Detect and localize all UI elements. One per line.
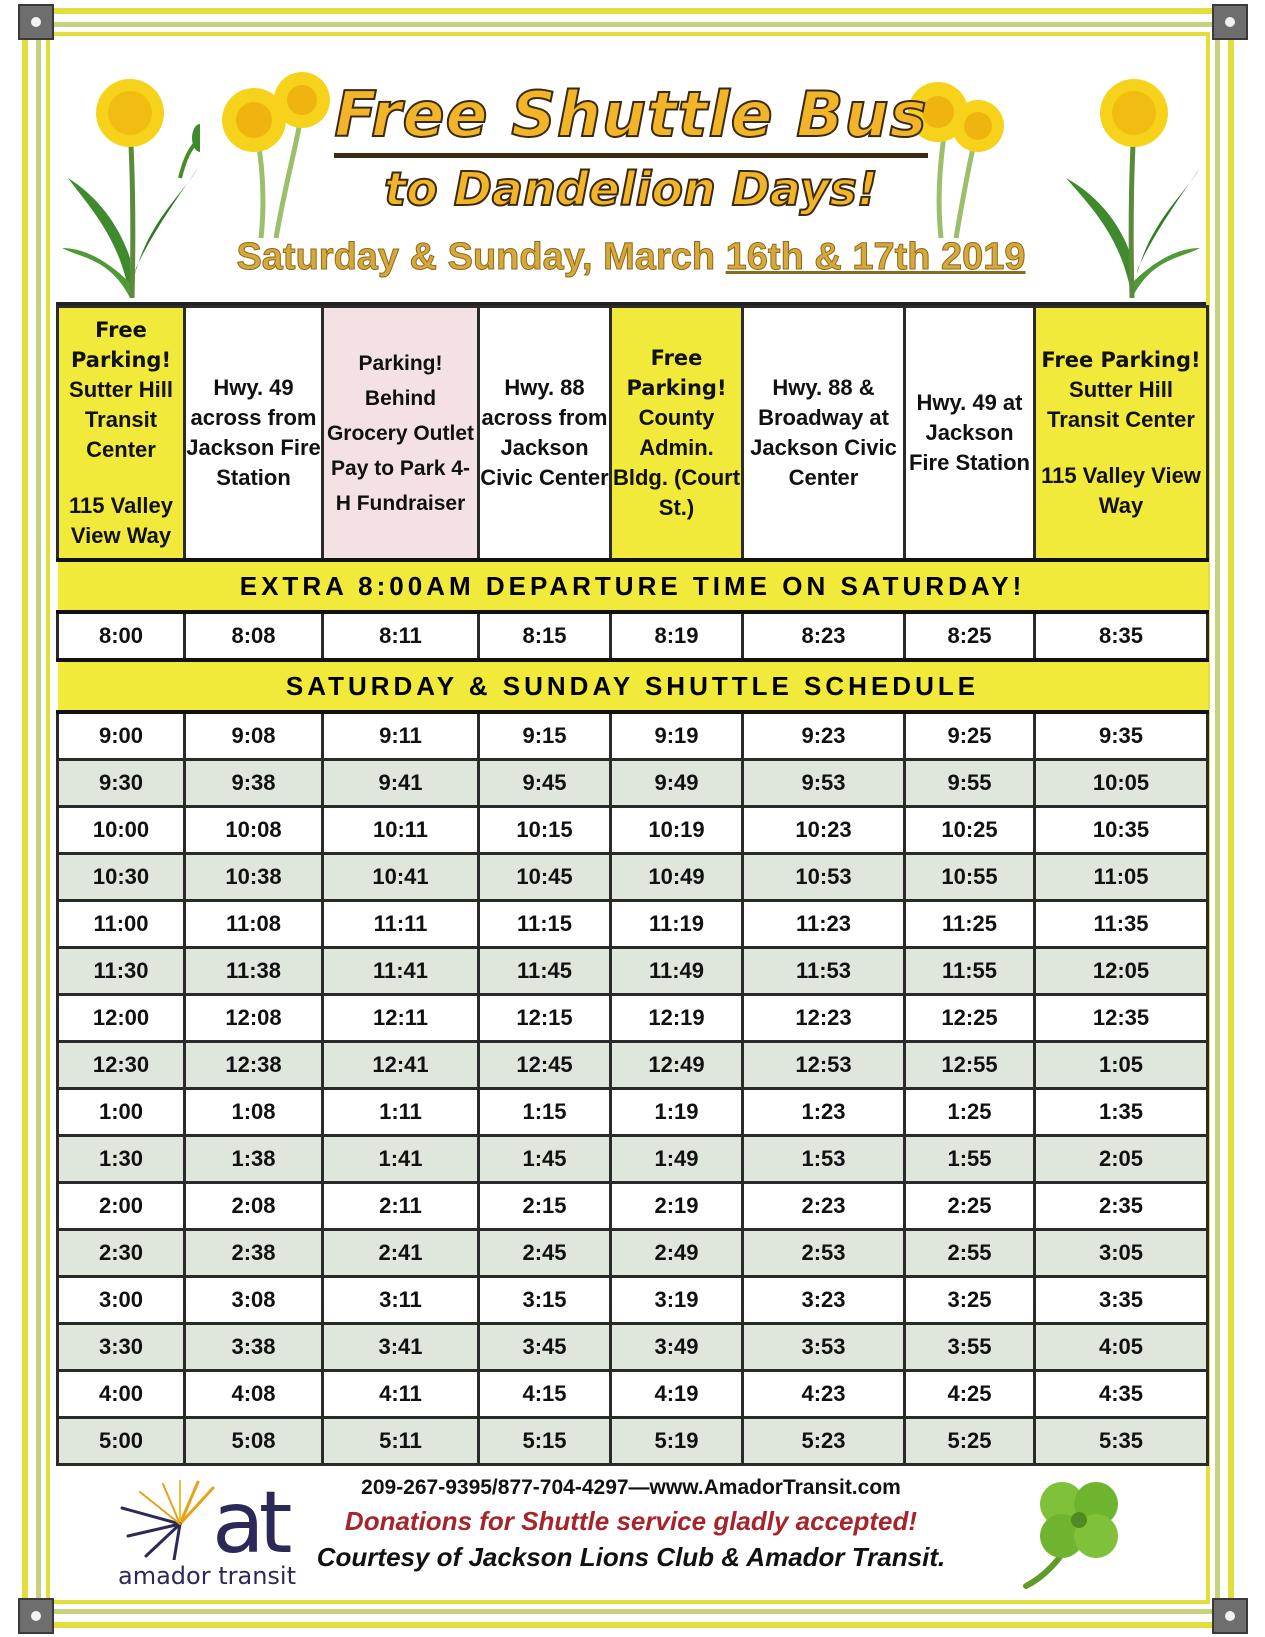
time-cell: 10:00 (58, 807, 185, 854)
time-cell: 11:30 (58, 948, 185, 995)
table-row (58, 901, 1208, 948)
time-cell: 10:05 (1035, 760, 1208, 807)
table-row (58, 1277, 1208, 1324)
schedule-table (56, 302, 1206, 1466)
time-cell: 3:53 (743, 1324, 905, 1371)
time-cell: 8:19 (611, 612, 743, 660)
time-cell: 1:45 (479, 1136, 611, 1183)
time-cell: 10:08 (185, 807, 323, 854)
rivet-bottom-left (18, 1598, 54, 1634)
time-cell: 11:53 (743, 948, 905, 995)
time-cell: 9:35 (1035, 712, 1208, 760)
time-cell: 1:25 (905, 1089, 1035, 1136)
time-cell: 12:53 (743, 1042, 905, 1089)
stop-header: Free Parking! Sutter Hill Transit Center 115 Valley View Way (1035, 307, 1208, 561)
time-cell: 10:53 (743, 854, 905, 901)
table-row (58, 1324, 1208, 1371)
time-cell: 3:23 (743, 1277, 905, 1324)
table-row (58, 1183, 1208, 1230)
time-cell: 2:25 (905, 1183, 1035, 1230)
rivet-top-left (18, 4, 54, 40)
time-cell: 10:11 (323, 807, 479, 854)
table-row (58, 948, 1208, 995)
rivet-bottom-right (1212, 1598, 1248, 1634)
time-cell: 1:23 (743, 1089, 905, 1136)
time-cell: 3:30 (58, 1324, 185, 1371)
time-cell: 10:23 (743, 807, 905, 854)
time-cell: 1:15 (479, 1089, 611, 1136)
time-cell: 2:38 (185, 1230, 323, 1277)
time-cell: 12:55 (905, 1042, 1035, 1089)
time-cell: 5:35 (1035, 1418, 1208, 1465)
time-cell: 12:49 (611, 1042, 743, 1089)
time-cell: 12:11 (323, 995, 479, 1042)
time-cell: 11:38 (185, 948, 323, 995)
time-cell: 3:38 (185, 1324, 323, 1371)
table-row (58, 995, 1208, 1042)
time-cell: 4:00 (58, 1371, 185, 1418)
time-cell: 4:08 (185, 1371, 323, 1418)
table-row (58, 1042, 1208, 1089)
time-cell: 1:00 (58, 1089, 185, 1136)
time-cell: 12:08 (185, 995, 323, 1042)
donation-note: Donations for Shuttle service gladly accepted! (344, 1506, 918, 1536)
courtesy-note: Courtesy of Jackson Lions Club & Amador Transit. (316, 1542, 946, 1572)
time-cell: 11:55 (905, 948, 1035, 995)
time-cell: 9:15 (479, 712, 611, 760)
time-cell: 1:41 (323, 1136, 479, 1183)
time-cell: 8:23 (743, 612, 905, 660)
amador-transit-logo (84, 1473, 324, 1590)
time-cell: 3:11 (323, 1277, 479, 1324)
schedule-banner-text: SATURDAY & SUNDAY SHUTTLE SCHEDULE (58, 660, 1208, 712)
time-cell: 9:41 (323, 760, 479, 807)
time-cell: 5:11 (323, 1418, 479, 1465)
time-cell: 9:11 (323, 712, 479, 760)
time-cell: 3:35 (1035, 1277, 1208, 1324)
time-cell: 4:35 (1035, 1371, 1208, 1418)
logo-name: amador transit (118, 1562, 296, 1590)
time-cell: 9:55 (905, 760, 1035, 807)
time-cell: 10:25 (905, 807, 1035, 854)
table-row (58, 807, 1208, 854)
time-cell: 9:45 (479, 760, 611, 807)
time-cell: 5:00 (58, 1418, 185, 1465)
time-cell: 2:41 (323, 1230, 479, 1277)
time-cell: 12:41 (323, 1042, 479, 1089)
time-cell: 2:53 (743, 1230, 905, 1277)
time-cell: 2:00 (58, 1183, 185, 1230)
time-cell: 12:35 (1035, 995, 1208, 1042)
time-cell: 10:19 (611, 807, 743, 854)
contact-info: 209-267-9395/877-704-4297—www.AmadorTransit.com (361, 1476, 901, 1499)
stop-header: Hwy. 49 across from Jackson Fire Station (185, 307, 323, 561)
extra-departure-banner-text: EXTRA 8:00AM DEPARTURE TIME ON SATURDAY! (58, 560, 1208, 612)
time-cell: 12:30 (58, 1042, 185, 1089)
time-cell: 10:15 (479, 807, 611, 854)
time-cell: 12:25 (905, 995, 1035, 1042)
stop-header: Free Parking! County Admin. Bldg. (Court St.) (611, 307, 743, 561)
table-row (58, 1230, 1208, 1277)
time-cell: 8:00 (58, 612, 185, 660)
time-cell: 2:45 (479, 1230, 611, 1277)
time-cell: 4:11 (323, 1371, 479, 1418)
time-cell: 11:25 (905, 901, 1035, 948)
time-cell: 11:35 (1035, 901, 1208, 948)
time-cell: 5:25 (905, 1418, 1035, 1465)
time-cell: 10:35 (1035, 807, 1208, 854)
time-cell: 2:15 (479, 1183, 611, 1230)
time-cell: 4:15 (479, 1371, 611, 1418)
time-cell: 12:19 (611, 995, 743, 1042)
time-cell: 10:45 (479, 854, 611, 901)
table-row (58, 1371, 1208, 1418)
date-prefix: Saturday & Sunday, March (236, 236, 726, 278)
time-cell: 1:19 (611, 1089, 743, 1136)
time-cell: 2:55 (905, 1230, 1035, 1277)
time-cell: 2:23 (743, 1183, 905, 1230)
footer (56, 1470, 1206, 1600)
time-cell: 9:53 (743, 760, 905, 807)
time-cell: 1:11 (323, 1089, 479, 1136)
rivet-top-right (1212, 4, 1248, 40)
time-cell: 11:19 (611, 901, 743, 948)
time-cell: 10:49 (611, 854, 743, 901)
time-cell: 3:00 (58, 1277, 185, 1324)
time-cell: 3:49 (611, 1324, 743, 1371)
time-cell: 3:25 (905, 1277, 1035, 1324)
time-cell: 4:05 (1035, 1324, 1208, 1371)
table-row (58, 854, 1208, 901)
time-cell: 12:38 (185, 1042, 323, 1089)
time-cell: 3:45 (479, 1324, 611, 1371)
subtitle: to Dandelion Days! (384, 162, 878, 216)
time-cell: 5:19 (611, 1418, 743, 1465)
time-cell: 3:05 (1035, 1230, 1208, 1277)
event-dates (56, 236, 1206, 279)
table-row (58, 1418, 1208, 1465)
time-cell: 9:49 (611, 760, 743, 807)
date-underlined: 16th & 17th 2019 (725, 236, 1026, 278)
time-cell: 10:30 (58, 854, 185, 901)
time-cell: 8:35 (1035, 612, 1208, 660)
time-cell: 4:19 (611, 1371, 743, 1418)
time-cell: 1:38 (185, 1136, 323, 1183)
starburst-icon (118, 1480, 218, 1560)
time-cell: 8:11 (323, 612, 479, 660)
time-cell: 5:15 (479, 1418, 611, 1465)
time-cell: 5:23 (743, 1418, 905, 1465)
time-cell: 2:08 (185, 1183, 323, 1230)
stop-header: Hwy. 88 & Broadway at Jackson Civic Center (743, 307, 905, 561)
table-row (58, 1136, 1208, 1183)
time-cell: 10:41 (323, 854, 479, 901)
stop-header: Parking! Behind Grocery Outlet Pay to Park 4-H Fundraiser (323, 307, 479, 561)
time-cell: 5:08 (185, 1418, 323, 1465)
time-cell: 3:19 (611, 1277, 743, 1324)
time-cell: 11:00 (58, 901, 185, 948)
four-leaf-clover-icon (1012, 1470, 1142, 1590)
title (56, 78, 1206, 151)
time-cell: 11:15 (479, 901, 611, 948)
time-cell: 12:05 (1035, 948, 1208, 995)
time-cell: 11:45 (479, 948, 611, 995)
time-cell: 9:38 (185, 760, 323, 807)
time-cell: 11:49 (611, 948, 743, 995)
time-cell: 1:55 (905, 1136, 1035, 1183)
extra-departure-banner (58, 560, 1208, 612)
stop-header: Hwy. 88 across from Jackson Civic Center (479, 307, 611, 561)
time-cell: 3:08 (185, 1277, 323, 1324)
time-cell: 1:35 (1035, 1089, 1208, 1136)
time-cell: 11:08 (185, 901, 323, 948)
time-cell: 3:55 (905, 1324, 1035, 1371)
time-cell: 11:05 (1035, 854, 1208, 901)
time-cell: 12:45 (479, 1042, 611, 1089)
time-cell: 1:08 (185, 1089, 323, 1136)
time-cell: 2:19 (611, 1183, 743, 1230)
stop-header-row (58, 307, 1208, 561)
time-cell: 1:53 (743, 1136, 905, 1183)
time-cell: 2:35 (1035, 1183, 1208, 1230)
time-cell: 9:23 (743, 712, 905, 760)
time-cell: 2:11 (323, 1183, 479, 1230)
time-cell: 8:08 (185, 612, 323, 660)
time-cell: 10:38 (185, 854, 323, 901)
time-cell: 4:23 (743, 1371, 905, 1418)
time-cell: 11:23 (743, 901, 905, 948)
time-cell: 12:15 (479, 995, 611, 1042)
time-cell: 11:41 (323, 948, 479, 995)
time-cell: 9:19 (611, 712, 743, 760)
logo-mark: at (212, 1473, 287, 1573)
header (56, 40, 1206, 302)
time-cell: 12:23 (743, 995, 905, 1042)
time-cell: 4:25 (905, 1371, 1035, 1418)
stop-header: Free Parking! Sutter Hill Transit Center 115 Valley View Way (58, 307, 185, 561)
stop-header: Hwy. 49 at Jackson Fire Station (905, 307, 1035, 561)
time-cell: 2:05 (1035, 1136, 1208, 1183)
table-row (58, 1089, 1208, 1136)
time-cell: 2:30 (58, 1230, 185, 1277)
time-cell: 1:05 (1035, 1042, 1208, 1089)
time-cell: 8:15 (479, 612, 611, 660)
table-row (58, 712, 1208, 760)
time-cell: 9:30 (58, 760, 185, 807)
title-text: Free Shuttle Bus (334, 78, 927, 158)
time-cell: 2:49 (611, 1230, 743, 1277)
time-cell: 12:00 (58, 995, 185, 1042)
time-cell: 1:30 (58, 1136, 185, 1183)
time-cell: 10:55 (905, 854, 1035, 901)
time-cell: 1:49 (611, 1136, 743, 1183)
time-cell: 9:00 (58, 712, 185, 760)
time-cell: 3:15 (479, 1277, 611, 1324)
time-cell: 8:25 (905, 612, 1035, 660)
table-row (58, 612, 1208, 660)
time-cell: 11:11 (323, 901, 479, 948)
schedule-banner (58, 660, 1208, 712)
time-cell: 3:41 (323, 1324, 479, 1371)
time-cell: 9:25 (905, 712, 1035, 760)
time-cell: 9:08 (185, 712, 323, 760)
table-row (58, 760, 1208, 807)
